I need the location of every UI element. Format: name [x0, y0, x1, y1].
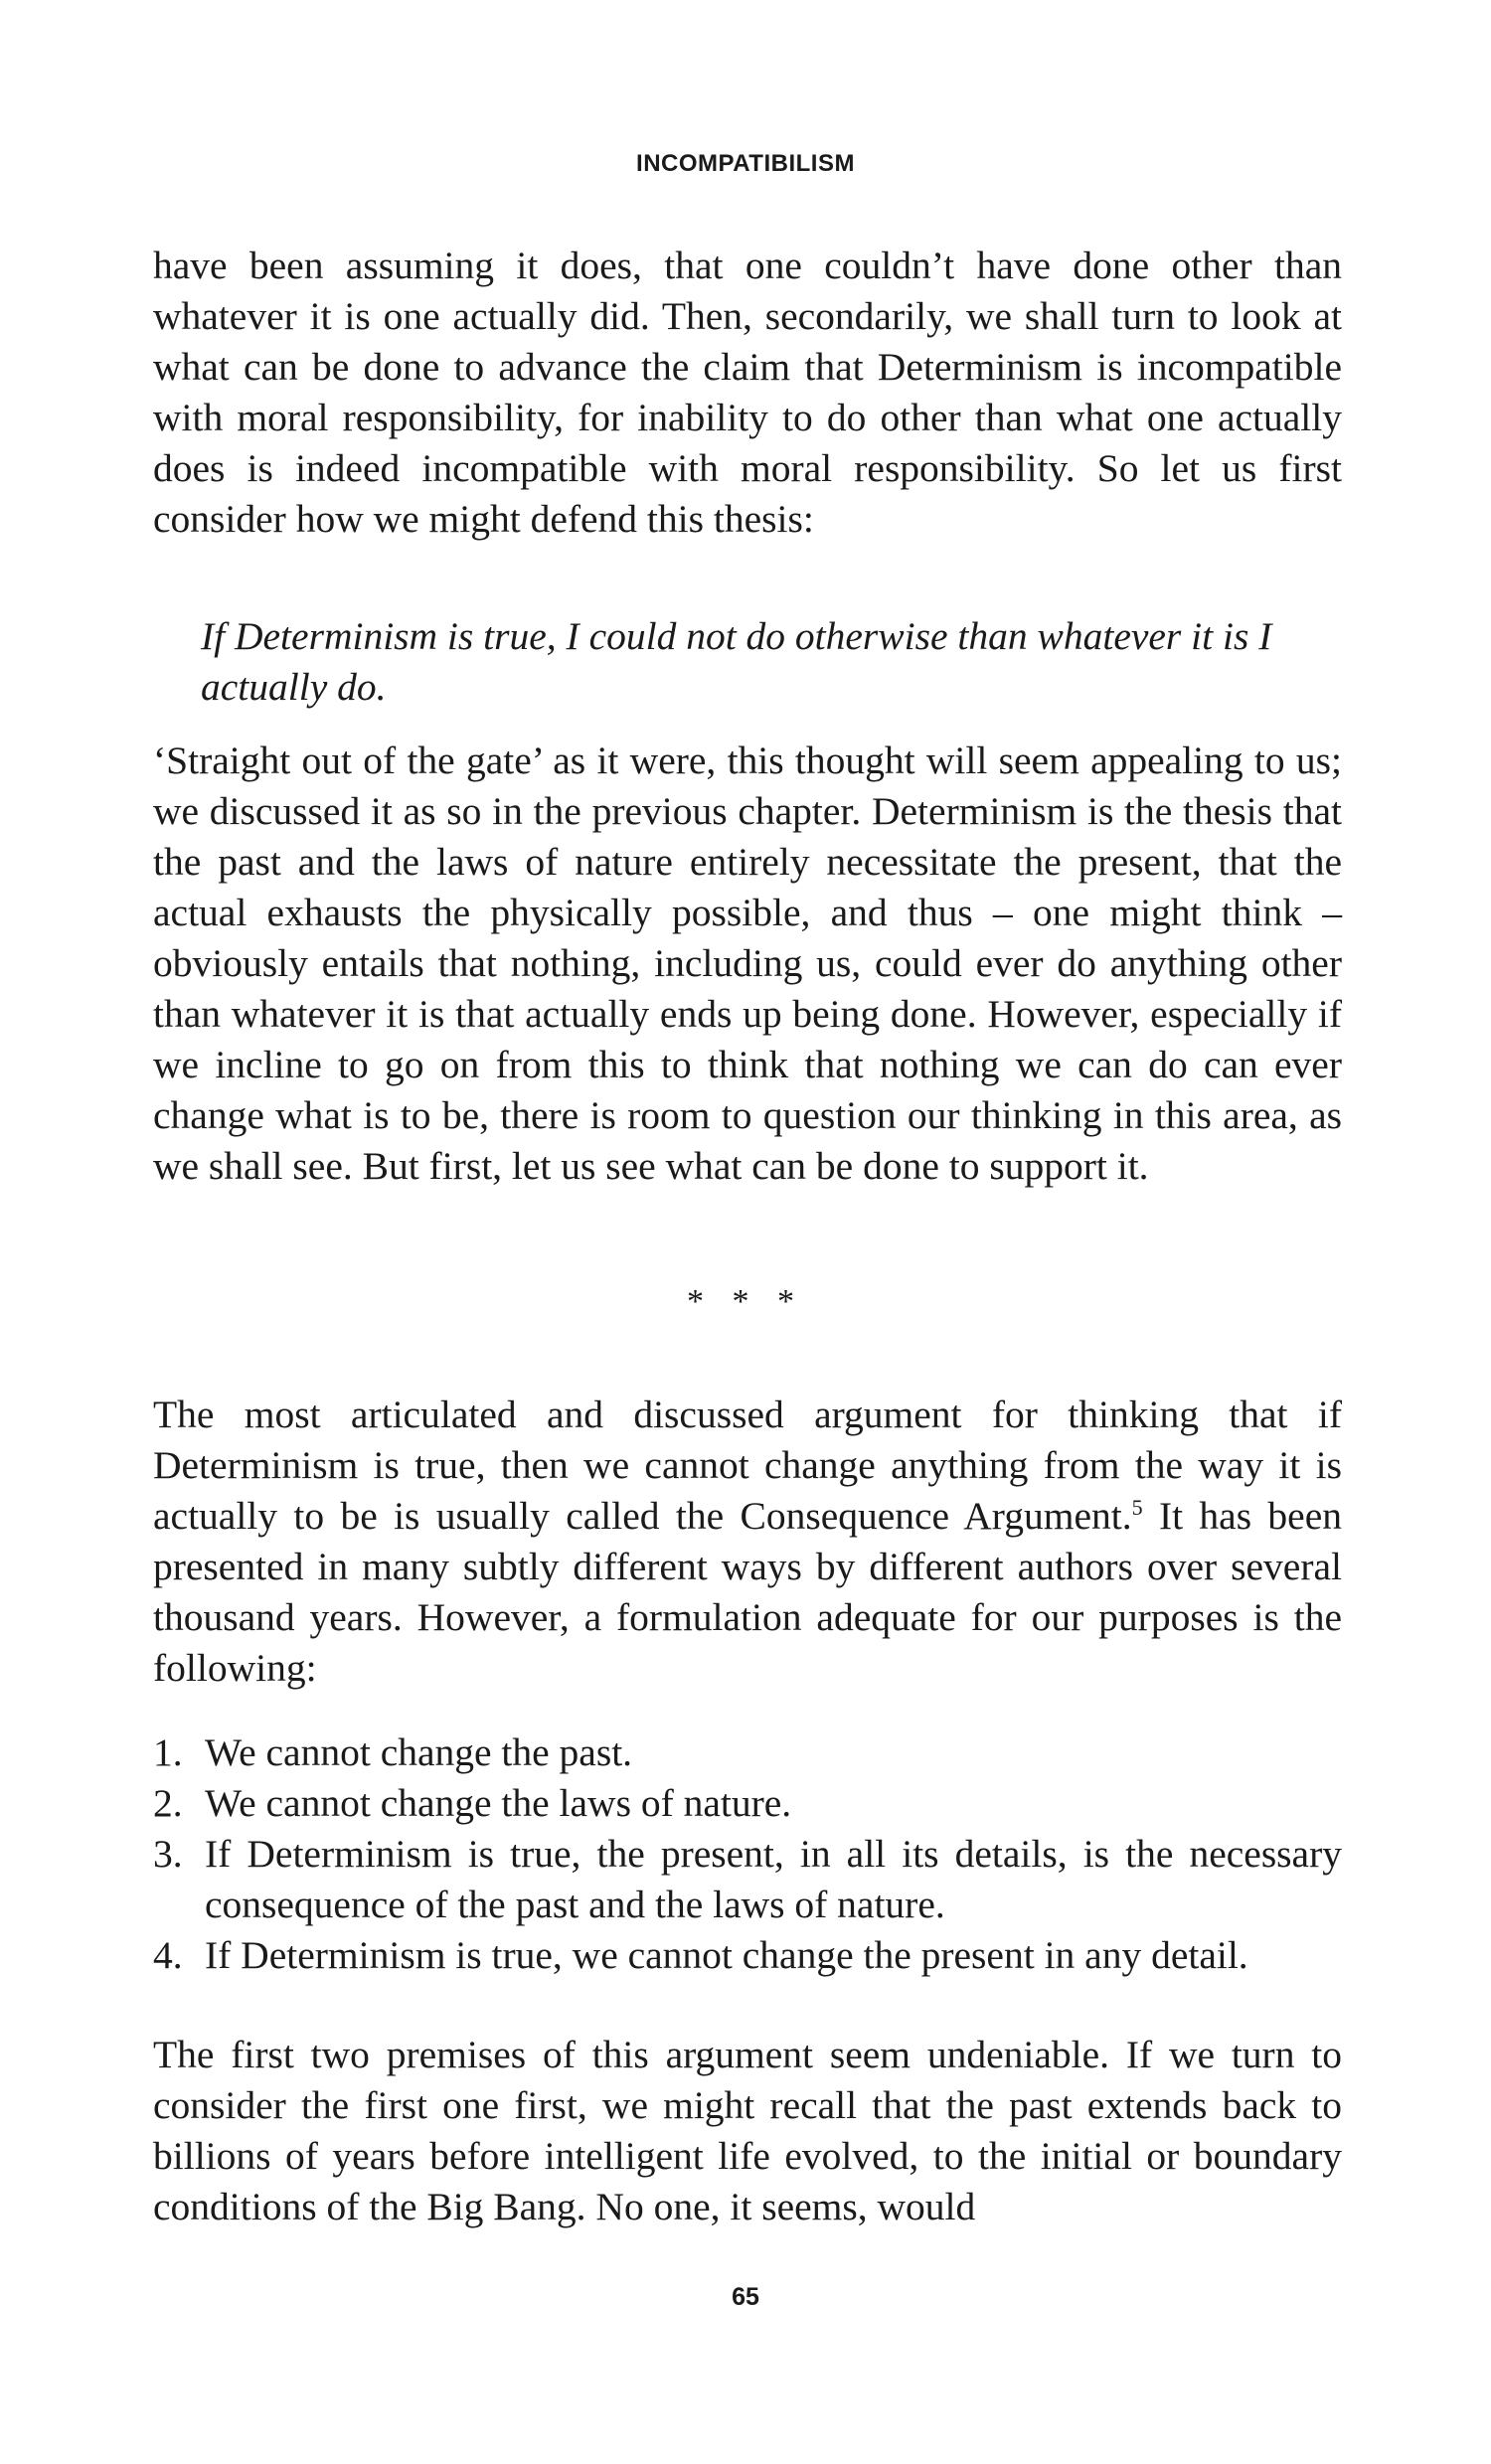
list-item: [153, 1829, 1342, 1930]
list-item: [153, 1778, 1342, 1829]
list-item-text: We cannot change the laws of nature.: [205, 1781, 792, 1825]
paragraph-2: ‘Straight out of the gate’ as it were, this thought will seem appealing to us; we discussed it as so in the previous chapter. Determinism is the thesis that the past and the laws of nature entirely necessitate the present, that the actual exhausts the physically possible, and thus – one might think – obviously entails that nothing, including us, could ever do anything other than whatever it is that actually ends up being done. However, especially if we incline to go on from this to think that nothing we can do can ever change what is to be, there is room to question our thinking in this area, as we shall see. But first, let us see what can be done to support it.: [153, 739, 1342, 1188]
list-item-number: 3.: [153, 1832, 183, 1876]
list-item-number: 1.: [153, 1730, 183, 1774]
list-item-text: If Determinism is true, we cannot change the present in any detail.: [205, 1933, 1248, 1977]
body-section-3: [153, 1390, 1342, 1694]
page-number: 65: [732, 2283, 759, 2311]
list-item: [153, 1930, 1342, 1981]
paragraph-3-text-end: It has been presented in many subtly different ways by different authors over several thousand years. However, a formulation adequate for our purposes is the following:: [153, 1494, 1342, 1690]
list-item-number: 4.: [153, 1933, 183, 1977]
list-item: [153, 1727, 1342, 1778]
paragraph-4: The first two premises of this argument seem undeniable. If we turn to consider the first one first, we might recall that the past extends back to billions of years before intelligent life evolved, to the initial or boundary conditions of the Big Bang. No one, it seems, would: [153, 2033, 1342, 2228]
section-break-asterisks: * * *: [687, 1283, 804, 1320]
list-item-number: 2.: [153, 1781, 183, 1825]
body-section-4: [153, 2030, 1342, 2232]
running-header: INCOMPATIBILISM: [636, 150, 855, 177]
consequence-argument-list: [153, 1727, 1342, 1981]
list-item-text: If Determinism is true, the present, in all its details, is the necessary consequence of the past and the laws of nature.: [205, 1832, 1342, 1926]
block-quote-thesis: If Determinism is true, I could not do otherwise than whatever it is I actually do.: [201, 614, 1272, 709]
footnote-marker[interactable]: 5: [1131, 1494, 1143, 1520]
paragraph-1: have been assuming it does, that one couldn’t have done other than whatever it is one actually did. Then, secondarily, we shall turn to look at what can be done to advance the claim that Determinism is incompatible with moral responsibility, for inability to do other than what one actually does is indeed incompatible with moral responsibility. So let us first consider how we might defend this thesis:: [153, 244, 1342, 541]
paragraph-3: [153, 1390, 1342, 1694]
body-section-2: [153, 736, 1342, 1192]
paragraph-3-text-start: The most articulated and discussed argument for thinking that if Determinism is true, then we cannot change anything from the way it is actually to be is usually called the Consequence Argument.: [153, 1393, 1342, 1538]
list-item-text: We cannot change the past.: [205, 1730, 633, 1774]
body-section-1: [153, 241, 1342, 545]
